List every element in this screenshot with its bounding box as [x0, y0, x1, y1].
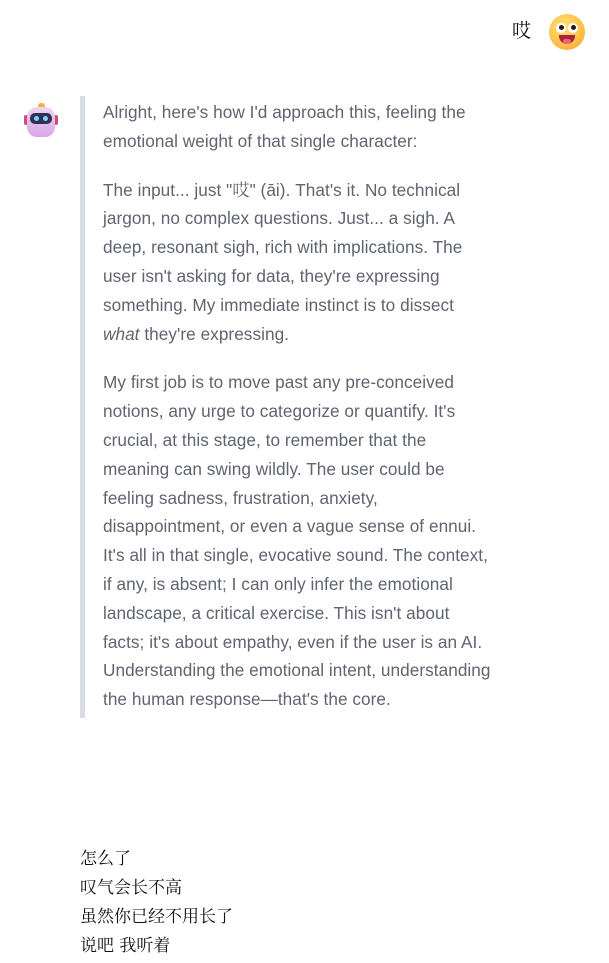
thought-paragraph-2 — [103, 176, 495, 349]
reply-line-4: 说吧 我听着 — [80, 936, 171, 956]
user-avatar-emoji-icon — [549, 14, 585, 50]
user-message-row — [512, 14, 585, 50]
thought-paragraph-2-start: The input... just "哎" (āi). That's it. No technical jargon, no complex questions. Just... a sigh. A deep, resonant sigh, rich with implications. The user isn't asking for data, they're expressing something. My immediate instinct is to dissect — [103, 179, 463, 315]
thought-block — [80, 96, 495, 718]
robot-icon — [24, 103, 58, 139]
reply-line-2: 叹气会长不高 — [80, 878, 182, 898]
thought-paragraph-1: Alright, here's how I'd approach this, feeling the emotional weight of that single character: — [103, 102, 466, 151]
thought-paragraph-3: My first job is to move past any pre-conceived notions, any urge to categorize or quantify. It's crucial, at this stage, to remember that the meaning can swing wildly. The user could be feeling sadness, frustration, anxiety, disappointment, or even a vague sense of ennui. It's all in that single, evocative sound. The context, if any, is absent; I can only infer the emotional landscape, a critical exercise. This isn't about facts; it's about empathy, even if the user is an AI. Understanding the emotional intent, understanding the human response—that's the core. — [103, 372, 491, 710]
thought-paragraph-2-end: they're expressing. — [139, 323, 290, 344]
bot-reply — [80, 845, 233, 961]
reply-line-1: 怎么了 — [80, 849, 131, 869]
reply-line-3: 虽然你已经不用长了 — [80, 907, 233, 927]
user-message-text: 哎 — [511, 19, 531, 42]
thought-paragraph-2-emphasis: what — [103, 323, 140, 344]
